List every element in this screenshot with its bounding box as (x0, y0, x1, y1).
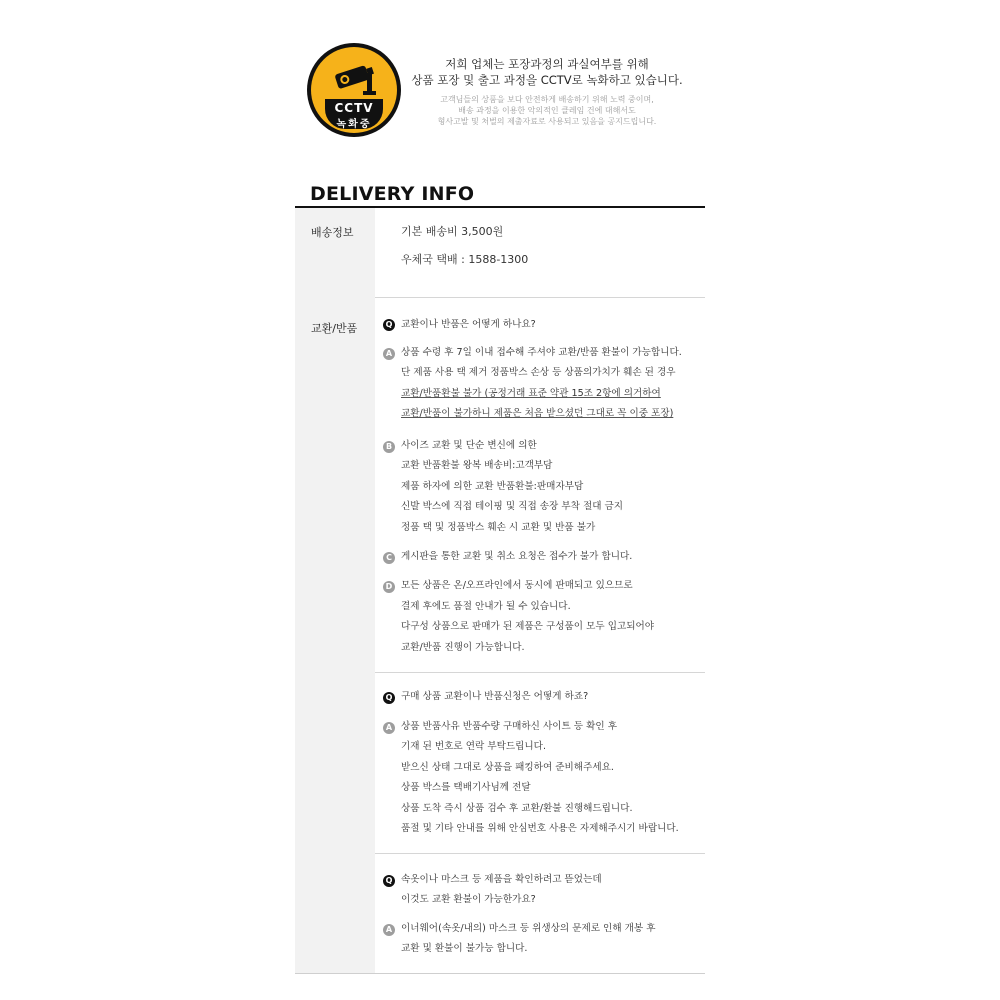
answer-line: 이너웨어(속옷/내의) 마스크 등 위생상의 문제로 인해 개봉 후 (401, 923, 656, 934)
answer-line: 상품 반품사유 반품수량 구매하신 사이트 등 확인 후 (401, 721, 617, 732)
answer-line: 상품 수령 후 7일 이내 접수해 주셔야 교환/반품 환불이 가능합니다. (401, 347, 682, 358)
answer-line: 게시판을 통한 교환 및 취소 요청은 접수가 불가 합니다. (401, 551, 633, 562)
answer-line: 결제 후에도 품절 안내가 될 수 있습니다. (401, 601, 571, 612)
answer-line: 교환 반품환불 왕복 배송비:고객부담 (401, 460, 553, 471)
question-text: 이것도 교환 환불이 가능한가요? (401, 894, 536, 905)
cctv-notice (402, 56, 692, 127)
faq-divider (375, 672, 705, 673)
answer-line: 교환 및 환불이 불가능 합니다. (401, 943, 528, 954)
section-divider (375, 297, 705, 298)
answer-line: 다구성 상품으로 판매가 된 제품은 구성품이 모두 입고되어야 (401, 621, 655, 632)
question-icon: Q (383, 319, 395, 331)
bottom-divider (295, 973, 705, 974)
answer-a-icon: A (383, 348, 395, 360)
answer-d-icon: D (383, 581, 395, 593)
faq-divider (375, 853, 705, 854)
notice-small-line: 형사고발 및 처벌의 제출자료로 사용되고 있음을 공지드립니다. (437, 117, 657, 126)
notice-line-2: 상품 포장 및 출고 과정을 CCTV로 녹화하고 있습니다. (411, 73, 683, 87)
cctv-badge-text: CCTV (334, 101, 374, 115)
notice-small-line: 배송 과정을 이용한 악의적인 클레임 건에 대해서도 (458, 106, 636, 115)
page-title: DELIVERY INFO (310, 183, 475, 205)
answer-line: 정품 택 및 정품박스 훼손 시 교환 및 반품 불가 (401, 522, 596, 533)
question-text: 속옷이나 마스크 등 제품을 확인하려고 뜯었는데 (401, 874, 602, 885)
answer-c-icon: C (383, 552, 395, 564)
answer-line-underlined: 교환/반품환불 불가 (공정거래 표준 약관 15조 2항에 의거하여 (401, 388, 661, 399)
cctv-badge (307, 43, 401, 137)
answer-line-underlined: 교환/반품이 불가하니 제품은 처음 받으셨던 그대로 꼭 이중 포장) (401, 408, 674, 419)
cctv-badge-subtext: 녹화중 (336, 119, 372, 130)
answer-line: 기재 된 번호로 연락 부탁드립니다. (401, 741, 546, 752)
answer-line: 상품 도착 즉시 상품 검수 후 교환/환불 진행해드립니다. (401, 803, 633, 814)
shipping-label: 배송정보 (311, 226, 354, 239)
question-text: 교환이나 반품은 어떻게 하나요? (401, 319, 536, 330)
answer-a-icon: A (383, 722, 395, 734)
answer-line: 제품 하자에 의한 교환 반품환불:판매자부담 (401, 481, 584, 492)
answer-line: 신발 박스에 직접 테이핑 및 직접 송장 부착 절대 금지 (401, 501, 624, 512)
question-icon: Q (383, 692, 395, 704)
question-icon: Q (383, 875, 395, 887)
notice-line-1: 저희 업체는 포장과정의 과실여부를 위해 (445, 57, 649, 71)
answer-line: 품절 및 기타 안내를 위해 안심번호 사용은 자제해주시기 바랍니다. (401, 823, 679, 834)
exchange-label: 교환/반품 (311, 322, 358, 335)
notice-small-text (402, 94, 692, 127)
notice-small-line: 고객님들의 상품을 보다 안전하게 배송하기 위해 노력 중이며, (440, 95, 654, 104)
answer-line: 교환/반품 진행이 가능합니다. (401, 642, 525, 653)
answer-b-icon: B (383, 441, 395, 453)
answer-a-icon: A (383, 924, 395, 936)
question-text: 구매 상품 교환이나 반품신청은 어떻게 하죠? (401, 691, 589, 702)
answer-line: 받으신 상태 그대로 상품을 패킹하여 준비해주세요. (401, 762, 614, 773)
answer-line: 상품 박스를 택배기사님께 전달 (401, 782, 531, 793)
shipping-fee: 기본 배송비 3,500원 (401, 225, 504, 238)
answer-line: 사이즈 교환 및 단순 변신에 의한 (401, 440, 537, 451)
courier-info: 우체국 택배 : 1588-1300 (401, 253, 529, 266)
answer-line: 모든 상품은 온/오프라인에서 동시에 판매되고 있으므로 (401, 580, 633, 591)
answer-line: 단 제품 사용 택 제거 정품박스 손상 등 상품의가치가 훼손 된 경우 (401, 367, 676, 378)
